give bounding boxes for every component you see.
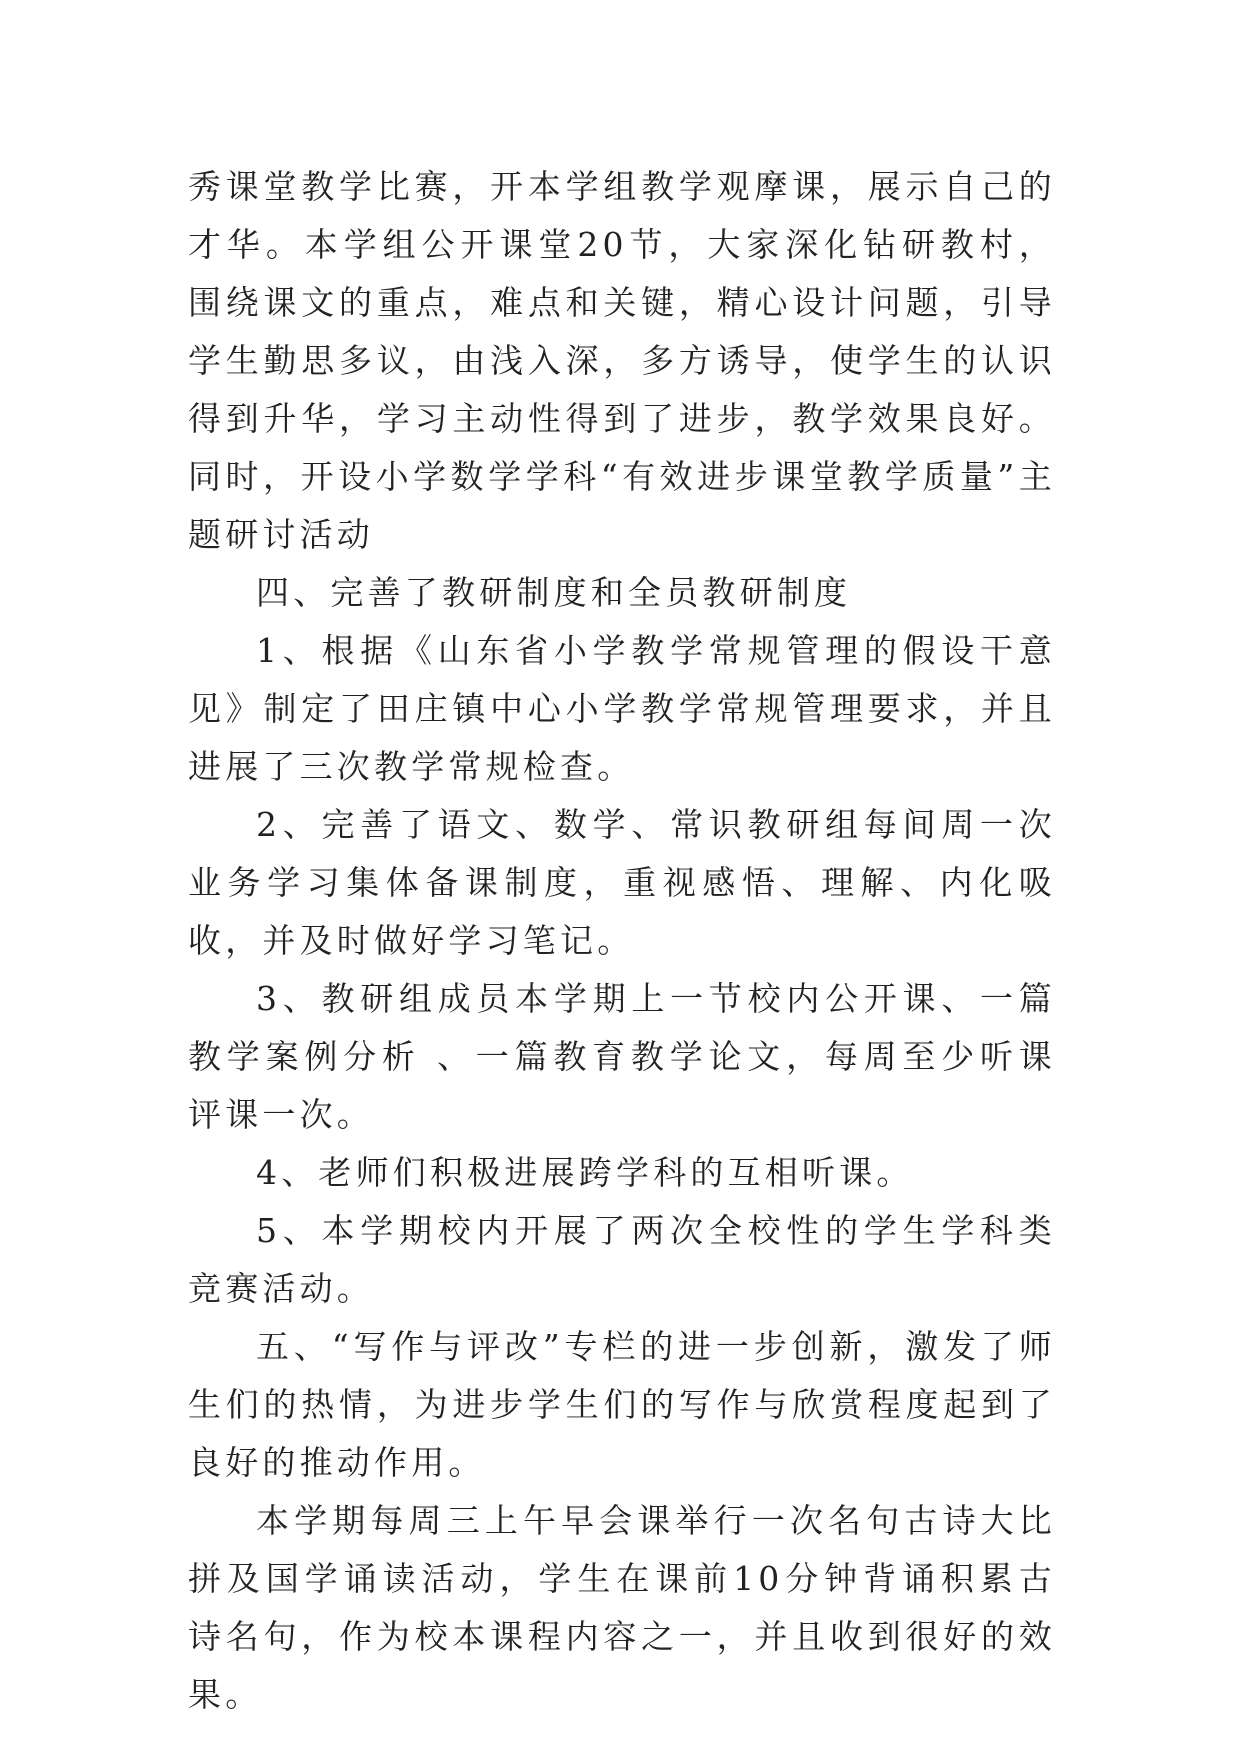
paragraph-1: 秀课堂教学比赛，开本学组教学观摩课，展示自己的才华。本学组公开课堂20节，大家深化钻研教村，围绕课文的重点，难点和关键，精心设计问题，引导学生勤思多议，由浅入深，多方诱导，使学生的认识得到升华，学习主动性得到了进步，教学效果良好。同时，开设小学数学学科“有效进步课堂教学质量”主题研讨活动 [188, 167, 1056, 554]
document-body [188, 158, 1056, 1724]
section-heading-5: 五、“写作与评改”专栏的进一步创新，激发了师生们的热情，为进步学生们的写作与欣赏程度起到了良好的推动作用。 [188, 1327, 1056, 1482]
list-item-1: 1、根据《山东省小学教学常规管理的假设干意见》制定了田庄镇中心小学教学常规管理要求，并且进展了三次教学常规检查。 [188, 631, 1056, 786]
section-heading-4: 四、完善了教研制度和全员教研制度 [256, 573, 852, 612]
paragraph-final: 本学期每周三上午早会课举行一次名句古诗大比拼及国学诵读活动，学生在课前10分钟背诵积累古诗名句，作为校本课程内容之一，并且收到很好的效果。 [188, 1501, 1056, 1714]
list-item-3: 3、教研组成员本学期上一节校内公开课、一篇教学案例分析 、一篇教育教学论文，每周至少听课评课一次。 [188, 979, 1056, 1134]
list-item-2: 2、完善了语文、数学、常识教研组每间周一次业务学习集体备课制度，重视感悟、理解、内化吸收，并及时做好学习笔记。 [188, 805, 1056, 960]
list-item-4: 4、老师们积极进展跨学科的互相听课。 [256, 1153, 914, 1192]
list-item-5: 5、本学期校内开展了两次全校性的学生学科类竞赛活动。 [188, 1211, 1056, 1308]
